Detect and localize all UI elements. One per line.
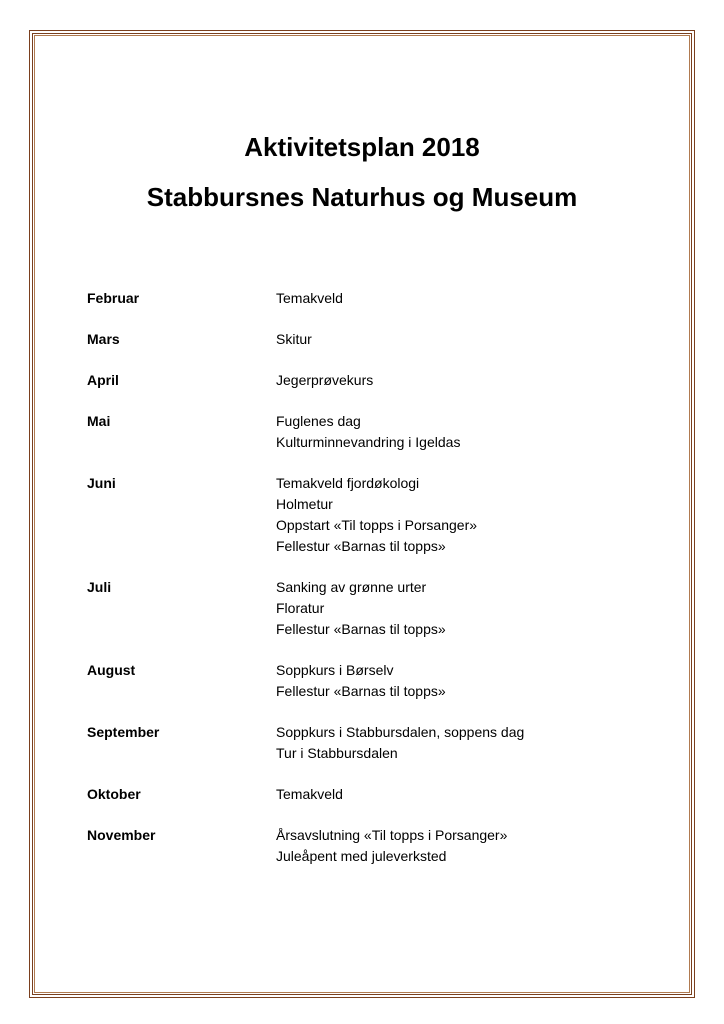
activity-item: Fellestur «Barnas til topps»: [276, 538, 446, 554]
month-name: Mai: [87, 413, 111, 429]
activity-list: [276, 370, 647, 391]
activity-item: Temakveld: [276, 786, 343, 802]
activity-item: Soppkurs i Stabbursdalen, soppens dag: [276, 724, 525, 740]
activity-item: Tur i Stabbursdalen: [276, 745, 398, 761]
month-name: April: [87, 372, 119, 388]
activity-item: Temakveld fjordøkologi: [276, 475, 420, 491]
activity-list: [276, 329, 647, 350]
month-name: September: [87, 724, 160, 740]
activity-item: Juleåpent med juleverksted: [276, 848, 447, 864]
month-row-november: [87, 825, 647, 867]
activity-item: Soppkurs i Børselv: [276, 662, 394, 678]
month-row-juli: [87, 577, 647, 640]
month-row-mai: [87, 411, 647, 453]
month-name: Februar: [87, 290, 140, 306]
month-name: August: [87, 662, 136, 678]
month-row-september: [87, 722, 647, 764]
activity-item: Oppstart «Til topps i Porsanger»: [276, 517, 478, 533]
month-row-oktober: [87, 784, 647, 805]
activity-item: Floratur: [276, 600, 325, 616]
month-name: Mars: [87, 331, 120, 347]
activity-list: [276, 784, 647, 805]
month-row-april: [87, 370, 647, 391]
month-name: Juli: [87, 579, 112, 595]
month-row-februar: [87, 288, 647, 309]
activity-list: [276, 288, 647, 309]
activity-item: Fellestur «Barnas til topps»: [276, 621, 446, 637]
activity-item: Sanking av grønne urter: [276, 579, 427, 595]
activity-list: [276, 411, 647, 453]
month-name: Oktober: [87, 786, 141, 802]
month-name: November: [87, 827, 156, 843]
activity-list: [276, 577, 647, 640]
activity-item: Årsavslutning «Til topps i Porsanger»: [276, 827, 508, 843]
activity-list: [276, 473, 647, 557]
activity-item: Fellestur «Barnas til topps»: [276, 683, 446, 699]
activity-item: Temakveld: [276, 290, 343, 306]
month-name: Juni: [87, 475, 116, 491]
activity-schedule: [87, 288, 647, 887]
activity-list: [276, 722, 647, 764]
month-row-august: [87, 660, 647, 702]
month-row-mars: [87, 329, 647, 350]
activity-item: Skitur: [276, 331, 312, 347]
document-subtitle: Stabbursnes Naturhus og Museum: [146, 182, 578, 212]
activity-item: Holmetur: [276, 496, 333, 512]
document-title: Aktivitetsplan 2018: [244, 132, 480, 162]
activity-item: Fuglenes dag: [276, 413, 361, 429]
activity-list: [276, 660, 647, 702]
activity-list: [276, 825, 647, 867]
title-block: [0, 130, 724, 214]
activity-item: Kulturminnevandring i Igeldas: [276, 434, 461, 450]
activity-item: Jegerprøvekurs: [276, 372, 374, 388]
month-row-juni: [87, 473, 647, 557]
